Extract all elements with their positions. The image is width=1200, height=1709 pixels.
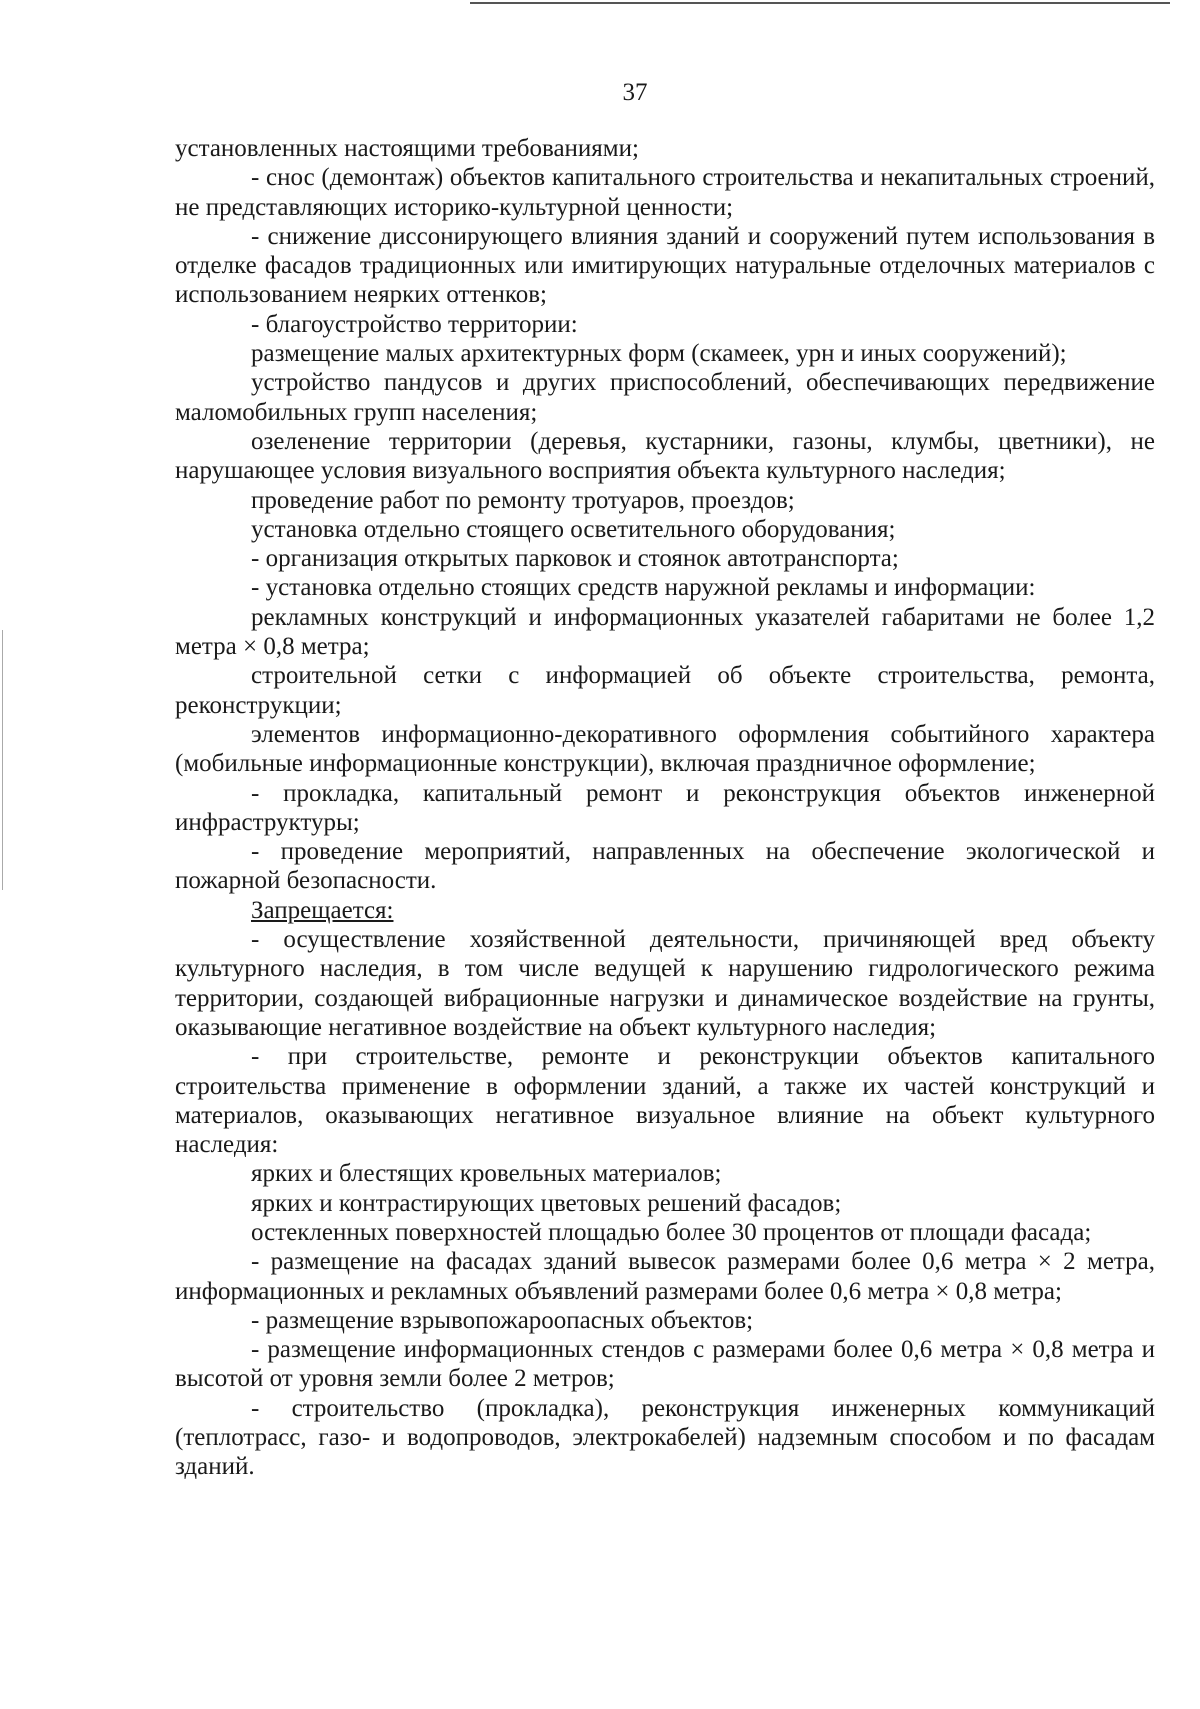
paragraph: озеленение территории (деревья, кустарники, газоны, клумбы, цветники), не нарушающее условия визуального восприятия объекта культурного наследия; [175, 427, 1155, 485]
paragraph: - размещение взрывопожароопасных объектов; [251, 1306, 754, 1334]
paragraph: элементов информационно-декоративного оформления событийного характера (мобильные информационные конструкции), включая праздничное оформление; [175, 720, 1155, 778]
top-rule [470, 2, 1170, 4]
paragraph: - размещение информационных стендов с размерами более 0,6 метра × 0,8 метра и высотой от уровня земли более 2 метров; [175, 1336, 1155, 1393]
paragraph: - снижение диссонирующего влияния зданий и сооружений путем использования в отделке фасадов традиционных или имитирующих натуральные отделочных материалов с использованием неярких оттенков; [175, 222, 1155, 309]
section-heading-label: Запрещается: [251, 896, 394, 924]
paragraph: ярких и контрастирующих цветовых решений фасадов; [251, 1189, 842, 1217]
paragraph: - прокладка, капитальный ремонт и реконструкция объектов инженерной инфраструктуры; [175, 779, 1155, 836]
paragraph: - размещение на фасадах зданий вывесок размерами более 0,6 метра × 2 метра, информационных и рекламных объявлений размерами более 0,6 метра × 0,8 метра; [175, 1248, 1155, 1305]
paragraph: ярких и блестящих кровельных материалов; [251, 1160, 722, 1188]
paragraph: остекленных поверхностей площадью более 30 процентов от площади фасада; [251, 1218, 1092, 1246]
paragraph: - организация открытых парковок и стоянок автотранспорта; [251, 545, 899, 573]
scan-edge-mark [2, 630, 3, 890]
paragraph: - осуществление хозяйственной деятельности, причиняющей вред объекту культурного наследия, в том числе ведущей к нарушению гидрологического режима территории, создающей вибрационные нагрузки и динамическое воздействие на грунты, оказывающие негативное воздействие на объект культурного наследия; [175, 926, 1155, 1041]
paragraph: проведение работ по ремонту тротуаров, проездов; [251, 486, 795, 514]
paragraph: установленных настоящими требованиями; [175, 135, 639, 162]
paragraph: размещение малых архитектурных форм (скамеек, урн и иных сооружений); [251, 340, 1067, 368]
paragraph: - снос (демонтаж) объектов капитального строительства и некапитальных строений, не представляющих историко-культурной ценности; [175, 164, 1155, 221]
paragraph: рекламных конструкций и информационных указателей габаритами не более 1,2 метра × 0,8 метра; [175, 603, 1155, 661]
paragraph: - при строительстве, ремонте и реконструкции объектов капитального строительства применение в оформлении зданий, а также их частей конструкций и материалов, оказывающих негативное визуальное влияние на объект культурного наследия: [175, 1043, 1155, 1159]
paragraph: установка отдельно стоящего осветительного оборудования; [251, 515, 896, 543]
paragraph: - проведение мероприятий, направленных на обеспечение экологической и пожарной безопасности. [175, 838, 1155, 895]
document-body [175, 134, 1155, 1482]
section-heading-prohibited [175, 896, 1155, 925]
paragraph: - строительство (прокладка), реконструкция инженерных коммуникаций (теплотрасс, газо- и водопроводов, электрокабелей) надземным способом и по фасадам зданий. [175, 1394, 1155, 1481]
paragraph: строительной сетки с информацией об объекте строительства, ремонта, реконструкции; [175, 662, 1155, 719]
paragraph: - благоустройство территории: [251, 310, 578, 338]
paragraph: устройство пандусов и других приспособлений, обеспечивающих передвижение маломобильных групп населения; [175, 369, 1155, 426]
page-number: 37 [622, 79, 648, 106]
paragraph: - установка отдельно стоящих средств наружной рекламы и информации: [251, 574, 1036, 602]
